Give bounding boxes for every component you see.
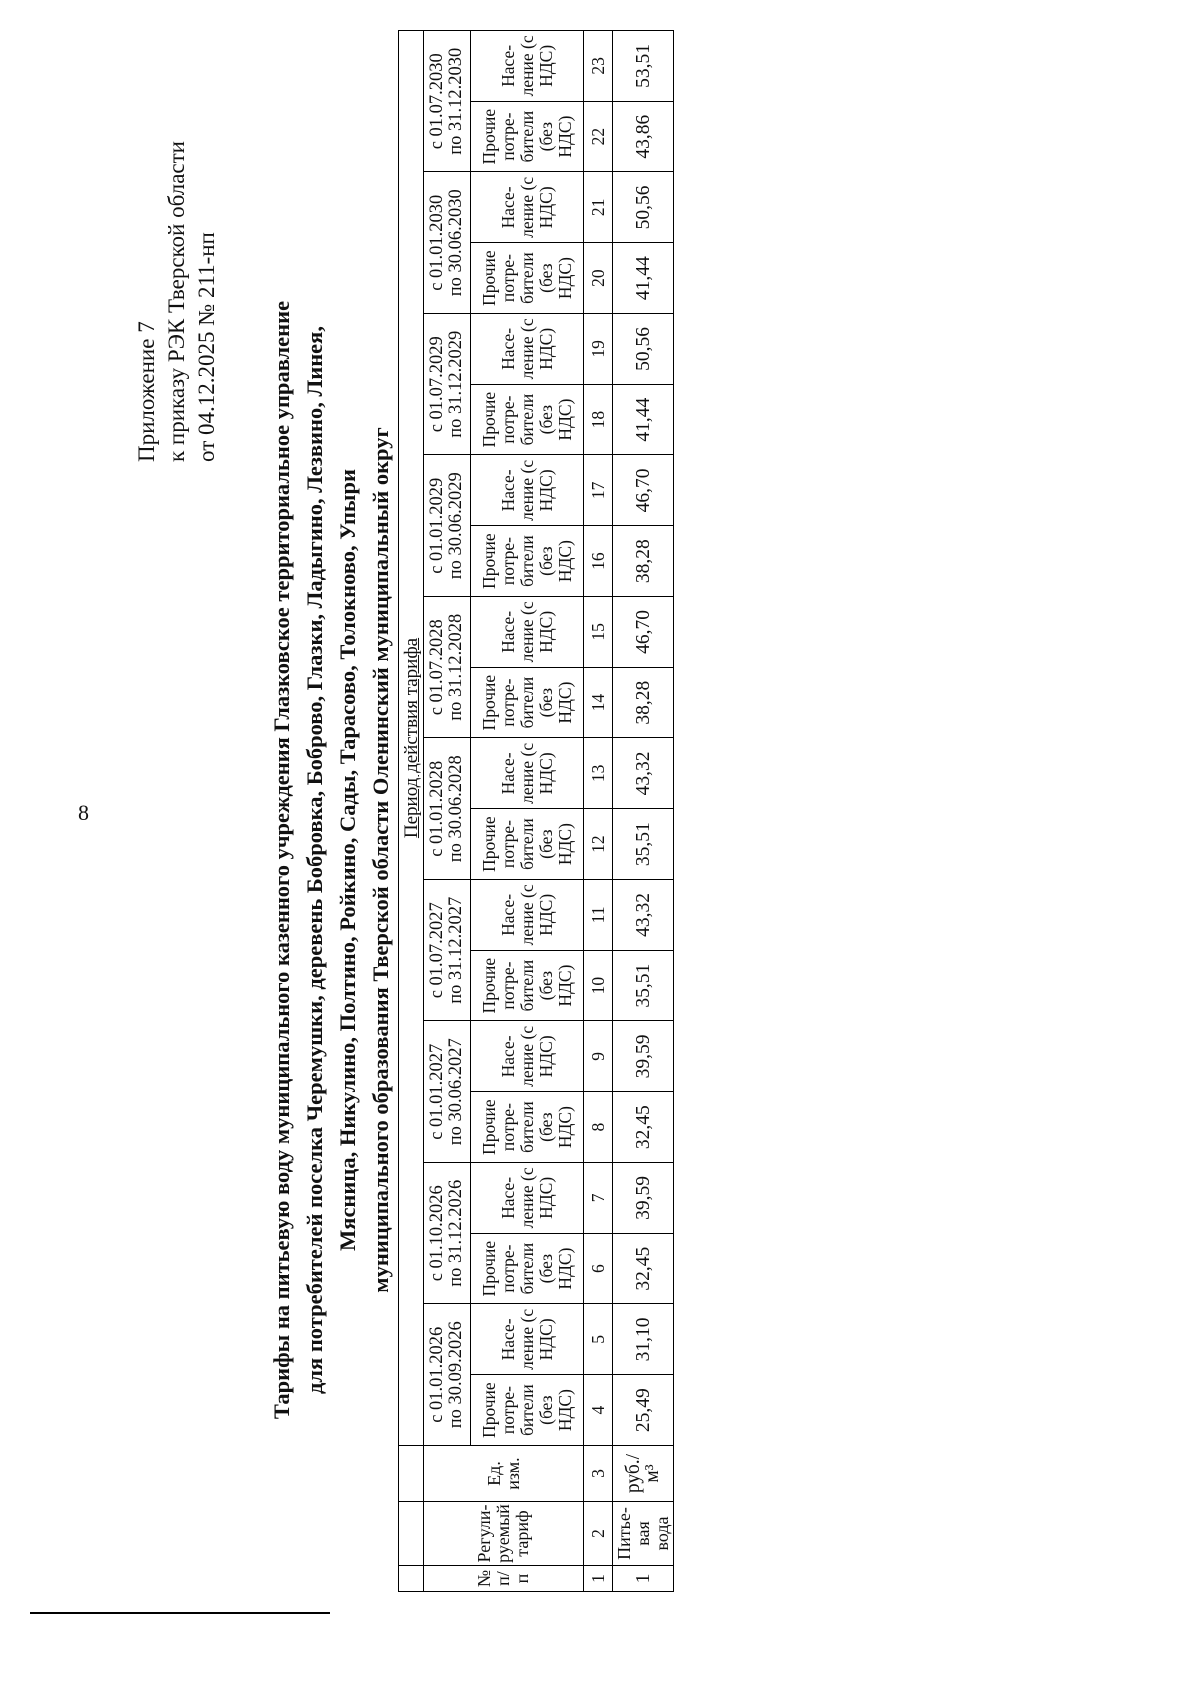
period-end: по 31.12.2026 [446, 1179, 466, 1287]
period-cell [424, 314, 471, 456]
column-number: 2 [584, 1502, 613, 1566]
period-end: по 30.06.2027 [446, 1038, 466, 1146]
document-title [265, 270, 397, 1450]
column-number: 21 [584, 172, 613, 243]
period-start: с 01.07.2030 [427, 53, 447, 150]
period-cell [424, 172, 471, 314]
tariff-value: 43,32 [613, 738, 674, 809]
period-start: с 01.01.2027 [427, 1043, 447, 1140]
column-number: 1 [584, 1566, 613, 1592]
tariff-value: 35,51 [613, 809, 674, 880]
title-line-4: муниципального образования Тверской области Оленинский муниципальный округ [368, 427, 393, 1293]
column-number: 18 [584, 384, 613, 455]
period-cell [424, 1021, 471, 1163]
tariff-table [398, 30, 674, 1592]
period-end: по 30.09.2026 [446, 1321, 466, 1429]
tariff-value: 43,32 [613, 880, 674, 951]
col-unit-header: Ед. изм. [424, 1446, 584, 1502]
row-tariff-name: Питье-вая вода [613, 1502, 674, 1566]
subheader-other-consumers: Прочие потре-бители (без НДС) [471, 950, 584, 1021]
subheader-population: Насе-ление (с НДС) [471, 880, 584, 951]
tariff-value: 41,44 [613, 384, 674, 455]
column-number: 23 [584, 31, 613, 102]
period-end: по 30.06.2028 [446, 755, 466, 863]
column-number: 17 [584, 455, 613, 526]
row-unit: руб./м³ [613, 1446, 674, 1502]
column-number: 15 [584, 597, 613, 668]
subheader-population: Насе-ление (с НДС) [471, 597, 584, 668]
subheader-other-consumers: Прочие потре-бители (без НДС) [471, 526, 584, 597]
subheader-other-consumers: Прочие потре-бители (без НДС) [471, 809, 584, 880]
column-number: 14 [584, 667, 613, 738]
title-line-3: Мясница, Никулино, Полтино, Ройкино, Сады, Тарасово, Толокново, Упыри [335, 469, 360, 1251]
tariff-value: 50,56 [613, 314, 674, 385]
period-cell [424, 455, 471, 597]
tariff-value: 53,51 [613, 31, 674, 102]
tariff-value: 38,28 [613, 667, 674, 738]
column-number: 22 [584, 101, 613, 172]
column-number: 10 [584, 950, 613, 1021]
title-line-1: Тарифы на питьевую воду муниципального казенного учреждения Глазковское территориальное управление [269, 300, 294, 1420]
tariff-value: 25,49 [613, 1375, 674, 1446]
col-no-header: № п/ п [424, 1566, 584, 1592]
appendix-line-2: к приказу РЭК Тверской области [164, 141, 189, 462]
header-row-consumer-groups [471, 31, 584, 1592]
subheader-population: Насе-ление (с НДС) [471, 172, 584, 243]
title-line-2: для потребителей поселка Черемушки, деревень Бобровка, Боброво, Глазки, Ладыгино, Лезвино, Линея, [302, 326, 327, 1394]
column-number: 4 [584, 1375, 613, 1446]
subheader-population: Насе-ление (с НДС) [471, 455, 584, 526]
subheader-other-consumers: Прочие потре-бители (без НДС) [471, 1375, 584, 1446]
subheader-other-consumers: Прочие потре-бители (без НДС) [471, 1092, 584, 1163]
rotated-page-content [10, 35, 1200, 1690]
tariff-value: 43,86 [613, 101, 674, 172]
column-number: 19 [584, 314, 613, 385]
subheader-population: Насе-ление (с НДС) [471, 1304, 584, 1375]
column-number: 3 [584, 1446, 613, 1502]
period-end: по 31.12.2029 [446, 330, 466, 438]
subheader-population: Насе-ление (с НДС) [471, 738, 584, 809]
header-row-periods [424, 31, 471, 1592]
col-tariff-header: Регули-руемый тариф [424, 1502, 584, 1566]
table-row [613, 31, 674, 1592]
subheader-other-consumers: Прочие потре-бители (без НДС) [471, 667, 584, 738]
page-number: 8 [78, 800, 89, 825]
period-start: с 01.07.2029 [427, 336, 447, 433]
period-start: с 01.01.2029 [427, 477, 447, 574]
tariff-value: 41,44 [613, 243, 674, 314]
period-cell [424, 597, 471, 739]
subheader-population: Насе-ление (с НДС) [471, 31, 584, 102]
period-start: с 01.10.2026 [427, 1185, 447, 1282]
column-number: 11 [584, 880, 613, 951]
period-cell [424, 1163, 471, 1305]
tariff-value: 46,70 [613, 455, 674, 526]
tariff-value: 32,45 [613, 1233, 674, 1304]
subheader-other-consumers: Прочие потре-бители (без НДС) [471, 1233, 584, 1304]
corner-cell-tariff [399, 1502, 424, 1566]
period-start: с 01.01.2026 [427, 1326, 447, 1423]
period-start: с 01.07.2028 [427, 619, 447, 716]
period-start: с 01.01.2030 [427, 194, 447, 291]
column-number: 20 [584, 243, 613, 314]
period-end: по 31.12.2028 [446, 613, 466, 721]
period-start: с 01.01.2028 [427, 760, 447, 857]
appendix-line-1: Приложение 7 [134, 321, 159, 462]
tariff-value: 32,45 [613, 1092, 674, 1163]
subheader-other-consumers: Прочие потре-бители (без НДС) [471, 243, 584, 314]
corner-cell-unit [399, 1446, 424, 1502]
appendix-block [132, 122, 222, 462]
column-numbers-row [584, 31, 613, 1592]
tariff-value: 50,56 [613, 172, 674, 243]
period-end: по 30.06.2029 [446, 472, 466, 580]
tariff-value: 31,10 [613, 1304, 674, 1375]
tariff-value: 38,28 [613, 526, 674, 597]
row-no: 1 [613, 1566, 674, 1592]
tariff-value: 39,59 [613, 1021, 674, 1092]
tariff-value: 39,59 [613, 1163, 674, 1234]
column-number: 6 [584, 1233, 613, 1304]
period-header: Период действия тарифа [399, 31, 424, 1446]
period-end: по 30.06.2030 [446, 189, 466, 297]
period-end: по 31.12.2030 [446, 47, 466, 155]
subheader-population: Насе-ление (с НДС) [471, 1021, 584, 1092]
column-number: 8 [584, 1092, 613, 1163]
column-number: 9 [584, 1021, 613, 1092]
corner-cell-no [399, 1566, 424, 1592]
tariff-value: 35,51 [613, 950, 674, 1021]
column-number: 7 [584, 1163, 613, 1234]
period-cell [424, 738, 471, 880]
header-row-1 [399, 31, 424, 1592]
period-cell [424, 1304, 471, 1446]
period-start: с 01.07.2027 [427, 902, 447, 999]
period-cell [424, 31, 471, 173]
subheader-population: Насе-ление (с НДС) [471, 314, 584, 385]
subheader-other-consumers: Прочие потре-бители (без НДС) [471, 101, 584, 172]
appendix-line-3: от 04.12.2025 № 211-нп [194, 232, 219, 462]
column-number: 5 [584, 1304, 613, 1375]
column-number: 16 [584, 526, 613, 597]
column-number: 12 [584, 809, 613, 880]
period-cell [424, 880, 471, 1022]
column-number: 13 [584, 738, 613, 809]
period-end: по 31.12.2027 [446, 896, 466, 1004]
subheader-population: Насе-ление (с НДС) [471, 1163, 584, 1234]
subheader-other-consumers: Прочие потре-бители (без НДС) [471, 384, 584, 455]
tariff-value: 46,70 [613, 597, 674, 668]
